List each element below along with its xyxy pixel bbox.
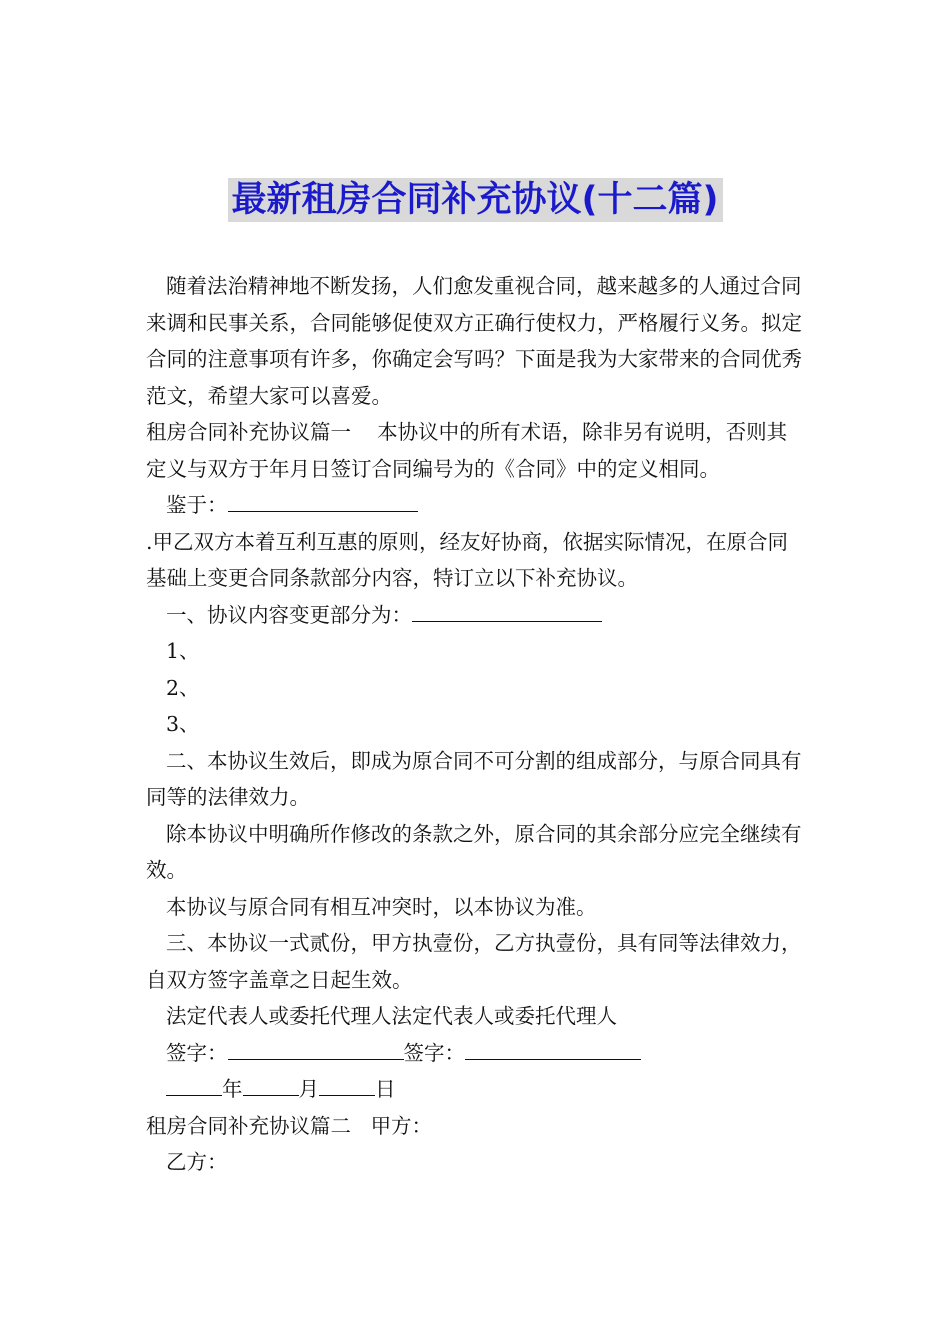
section2-heading: 租房合同补充协议篇二	[146, 1113, 351, 1138]
clause2c-paragraph: 本协议与原合同有相互冲突时，以本协议为准。	[166, 894, 597, 919]
document-title: 最新租房合同补充协议(十二篇)	[228, 178, 723, 222]
document-body	[146, 268, 806, 1181]
item-2: 2、	[166, 675, 200, 700]
day-blank	[319, 1073, 375, 1096]
date-line	[146, 1071, 806, 1108]
clause2b-paragraph: 除本协议中明确所作修改的条款之外，原合同的其余部分应完全继续有效。	[146, 821, 802, 882]
item-3: 3、	[166, 712, 200, 736]
clause3-paragraph: 三、本协议一式贰份，甲方执壹份，乙方执壹份，具有同等法律效力，自双方签字盖章之日起生效。	[146, 931, 802, 992]
clause1-line	[146, 597, 806, 634]
whereas-blank	[228, 489, 418, 512]
clause2-paragraph: 二、本协议生效后，即成为原合同不可分割的组成部分，与原合同具有同等的法律效力。	[146, 748, 802, 809]
title-wrapper	[0, 178, 950, 222]
year-label: 年	[222, 1077, 243, 1101]
clause1-blank	[412, 599, 602, 622]
signature-label-2: 签字：	[403, 1040, 465, 1065]
party-b-line: 乙方：	[166, 1150, 228, 1174]
signature-blank-2	[465, 1037, 641, 1060]
intro-paragraph: 随着法治精神地不断发扬，人们愈发重视合同，越来越多的人通过合同来调和民事关系，合同能够促使双方正确行使权力，严格履行义务。拟定合同的注意事项有许多，你确定会写吗？下面是我为大家带来的合同优秀范文，希望大家可以喜爱。	[146, 274, 802, 408]
heading-spacer	[351, 420, 377, 444]
section1-heading: 租房合同补充协议篇一	[146, 420, 351, 444]
section2-line	[146, 1108, 806, 1145]
heading-spacer-2	[351, 1114, 371, 1138]
whereas-line	[146, 487, 806, 524]
party-a-label: 甲方：	[370, 1113, 433, 1138]
signature-line	[146, 1035, 806, 1072]
day-label: 日	[375, 1077, 396, 1101]
clause1-label: 一、协议内容变更部分为：	[166, 602, 412, 627]
signature-label-1: 签字：	[166, 1040, 228, 1065]
section1-text: 本协议中的所有术语，除非另有说明，否则其定义与双方于年月日签订合同编号为的《合同》中的定义相同。	[146, 420, 788, 481]
year-blank	[166, 1073, 222, 1096]
signature-blank-1	[228, 1037, 404, 1060]
month-label: 月	[298, 1077, 319, 1101]
whereas-label: 鉴于：	[166, 493, 228, 517]
representative-line: 法定代表人或委托代理人法定代表人或委托代理人	[166, 1004, 617, 1028]
section1-paragraph	[146, 414, 806, 487]
principle-paragraph: .甲乙双方本着互利互惠的原则，经友好协商，依据实际情况，在原合同基础上变更合同条款部分内容，特订立以下补充协议。	[146, 529, 789, 590]
item-1: 1、	[166, 639, 200, 663]
month-blank	[243, 1073, 299, 1096]
